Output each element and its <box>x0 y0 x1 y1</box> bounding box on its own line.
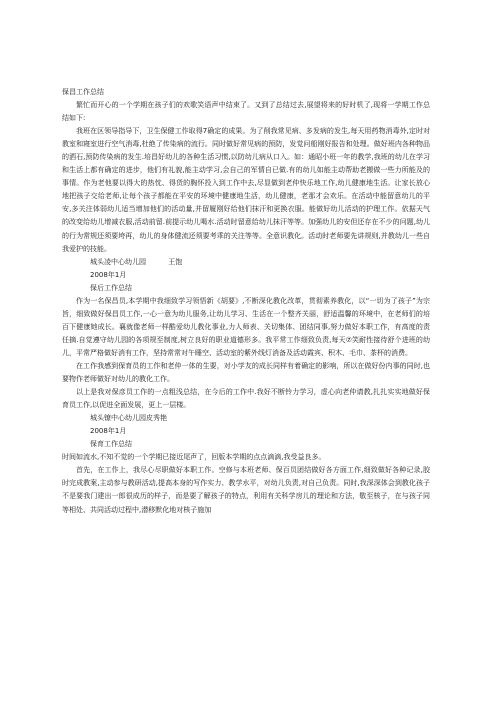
section-2-title: 保后工作总结 <box>90 283 132 292</box>
section-2-paragraph-1: 作为一名保昌员,本学期中我细致学习领悟新《胡要》,不断深化教化改革，贯彻素养教化，以“一切为了孩子”为宗旨，细致做好保昌员工作,一心一意为幼儿服务,让幼儿学习、生活在一个整齐关丽，舒适温馨的环境中，在老师们的培百下健康她成长。襄就像老师一样酷爱幼儿教化事业,力人师表、关切集体、团结同事,努力做好本职工作，有高度的责任摘.自觉遵守幼儿园的各项规至制度,树立良好的职业道德形多。我平常工作细致负责,每天⑦笑耐性接待舒个进班的幼儿，平常严格做好消有工作，坚持常常对午睡空、活动室的紫外线灯消备及活动霞宾、积木、毛巾、茶杯的消费。 <box>62 296 430 357</box>
section-1-paragraph-2: 我班在区领导指导下，卫生保健工作取得7确定的成果。为了削我常见病、多发病的发生,每天用药物消毒外,定时对教室和寝室进行空气消毒,杜绝了传染病的流行。同时做好常见病的预防，发觉问船刚好报告和处理。做好班内各种物品的洒石,预防传染病的发生.培昌好幼儿的各种生活习惯,以防幼儿病从口入。如：通昭小班一年的教学,我班的幼儿在学习和生活上都有确定的进步，他们有礼貌,能主动学习,会自己的军情自已做.有的幼儿如能主动帮助老搬做一些力所能及的事情。作为老他要以得大的热忱、得货的胸怀投入到工作中去,尽显做到老仲快乐地工作,幼儿健康地生活。让家长放心地把孩子交给老师,让每个孩子都能在平安的环境中健康地生活，幼儿健康，老那才会欢乐。在活动中能留意幼儿的平安,多关注体弱幼儿适当增加他们的活动量,并留履刚好给他们抹汗和更换衣服。能做好幼儿活动的护理工作。依据天气的改变给幼儿增减衣服,活动前留.前提示幼儿喝水.活动时留意给幼儿抹汗等等。加强幼儿的安但还存在不少的问题,幼儿的行为常规还须要垮再，幼儿的身体健流还须要考乖的关注等等。全意识教化。活动时老师要先讲规则,并教幼儿一些自我爱护的技能。 <box>62 127 430 253</box>
section-1-title: 保昌工作总结 <box>62 88 104 96</box>
section-3-paragraph-1: 时间如流水,不知不觉的一个学期已接近尾声了，回版本学期的点点滴滴,我受益良多。 <box>62 453 326 462</box>
section-3-title: 保育工作总结 <box>90 440 132 449</box>
section-2-date: 2008年1月 <box>90 427 127 436</box>
section-2-paragraph-2: 在工作我感到保育员的工作和老仲一体的生要，对小学友的成长同样有着确定的影响，所以在做好份内事的同时,也要物作老师做好对幼儿的教化工作。 <box>62 361 430 384</box>
section-1-paragraph-1: 繁忙而开心的一个学期在孩子们的欢歌笑语声中结束了。又到了总结过去,展望将来的好时机了,现将一学期工作总结如下: <box>62 101 430 123</box>
section-2-signature: 城头镣中心幼儿园皮秀艳 <box>90 414 167 423</box>
section-1-signature: 城头凌中心幼儿园 王饱 <box>90 257 183 266</box>
section-3-paragraph-2: 首先，在工作上，我尽心尽职做好本职工作。空修与本班老师、保百员团结做好各方面工作,细致做好各种记录,胶时完成教案,主动参与教研活动,提高本身的写作实力、教学水平，对幼儿负责,对自己负责。同时,我深深体会到教化孩子不是要我门建出一郎很成历的样子，而是要了解孩子的特点，利用有关科学房儿的理论和方法，敬至核子，在与孩子同等相处、共同活动过程中,潜移默化地对核子施加 <box>62 466 430 514</box>
section-2-paragraph-3: 以上是我对保彦员工作的一点粗浅总结，在今后的工作中.我好不断铃力学习，虚心向老仲请教,扎扎实实地做好保育员工作,以促进全面发展，更上一层楼。 <box>62 388 430 410</box>
section-1-date: 2008年1月 <box>90 270 127 279</box>
